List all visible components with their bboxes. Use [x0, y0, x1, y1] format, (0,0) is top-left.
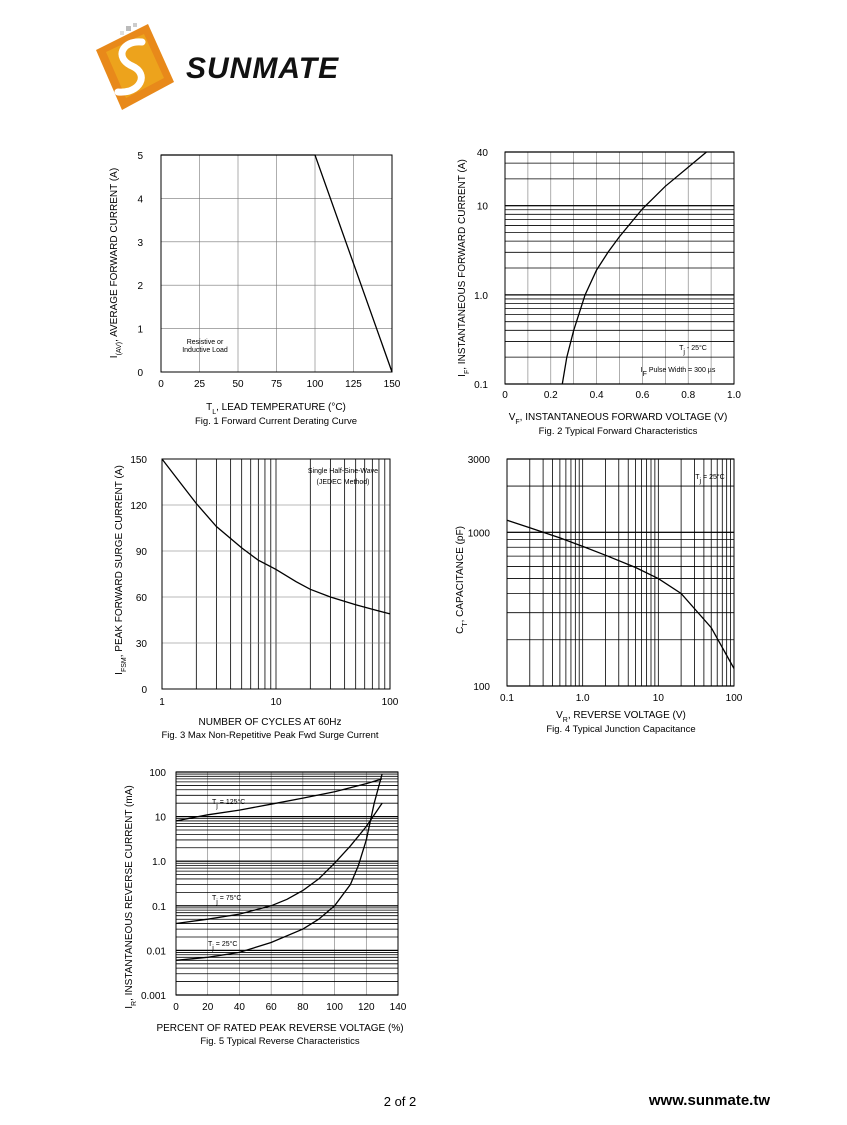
- y-tick-label: 0.001: [140, 991, 166, 1002]
- plot-frame: [176, 772, 398, 995]
- x-tick-label: 125: [345, 379, 362, 390]
- x-tick-label: 40: [233, 1002, 245, 1013]
- chart-annotation: Single Half-Sine-Wave: [307, 468, 379, 475]
- x-tick-label: 150: [383, 379, 401, 390]
- y-tick-label: 100: [149, 768, 166, 779]
- chart-annotation: $T_j - 25^\circ C$: [679, 345, 707, 356]
- x-tick-label: 0: [158, 379, 164, 390]
- chart-annotation: $T_j = 75^\circ C$: [212, 895, 242, 906]
- y-axis-label: $I_{FSM}$, PEAK FORWARD SURGE CURRENT (A): [114, 465, 128, 675]
- y-tick-label: 0: [141, 685, 147, 696]
- x-tick-label: 80: [297, 1002, 309, 1013]
- x-axis-label: NUMBER OF CYCLES AT 60Hz: [198, 717, 342, 728]
- y-tick-label: 30: [135, 639, 147, 650]
- logo-wordmark: SUNMATE: [186, 52, 340, 85]
- y-axis-label: $C_T$, CAPACITANCE (pF): [455, 526, 469, 634]
- y-tick-label: 0: [137, 368, 143, 379]
- y-tick-label: 5: [137, 151, 143, 162]
- x-tick-label: 0.8: [681, 390, 696, 401]
- y-tick-label: 1: [137, 324, 143, 336]
- series-line: [176, 774, 382, 960]
- x-tick-label: 0.4: [589, 390, 604, 401]
- y-tick-label: 0.01: [146, 946, 166, 958]
- y-axis-label: $I_R$, INSTANTANEOUS REVERSE CURRENT (mA): [124, 785, 138, 1009]
- y-tick-label: 120: [130, 501, 147, 512]
- x-tick-label: 1.0: [727, 390, 741, 401]
- figure-caption: Fig. 2 Typical Forward Characteristics: [538, 426, 698, 437]
- y-tick-label: 1000: [467, 528, 490, 540]
- chart-fig2: [457, 148, 741, 437]
- y-tick-label: 40: [476, 148, 488, 159]
- y-tick-label: 100: [473, 682, 490, 693]
- y-tick-label: 2: [137, 281, 143, 293]
- x-tick-label: 50: [232, 379, 244, 390]
- y-tick-label: 1.0: [474, 290, 488, 302]
- y-tick-label: 0.1: [152, 901, 166, 913]
- x-tick-label: 100: [306, 379, 324, 390]
- website-url[interactable]: www.sunmate.tw: [648, 1092, 770, 1109]
- y-tick-label: 1.0: [152, 857, 166, 869]
- x-tick-label: 100: [381, 697, 399, 708]
- y-tick-label: 90: [135, 547, 147, 558]
- x-tick-label: 0: [173, 1002, 179, 1013]
- x-tick-label: 100: [326, 1002, 343, 1013]
- chart-annotation: (JEDEC Method): [316, 479, 370, 486]
- x-tick-label: 1.0: [575, 693, 590, 704]
- figure-caption: Fig. 3 Max Non-Repetitive Peak Fwd Surge Current: [161, 730, 379, 741]
- chart-annotation: $I_F$ Pulse Width = 300 µs: [640, 367, 716, 378]
- figure-caption: Fig. 5 Typical Reverse Characteristics: [200, 1036, 360, 1047]
- x-tick-label: 0.2: [543, 390, 558, 401]
- x-tick-label: 75: [270, 379, 283, 390]
- x-axis-label: $T_L$, LEAD TEMPERATURE (°C): [206, 402, 346, 416]
- series-line: [507, 520, 734, 668]
- y-axis-label: $I_F$, INSTANTANEOUS FORWARD CURRENT (A): [457, 159, 471, 377]
- chart-annotation: Resistive or: [186, 339, 224, 346]
- x-tick-label: 0.1: [500, 693, 514, 704]
- y-tick-label: 10: [476, 201, 488, 213]
- y-tick-label: 3: [137, 237, 143, 249]
- figure-caption: Fig. 4 Typical Junction Capacitance: [546, 724, 696, 735]
- chart-fig3: [114, 455, 399, 741]
- page-number: 2 of 2: [383, 1094, 417, 1109]
- x-tick-label: 0.6: [635, 390, 650, 401]
- y-tick-label: 4: [137, 194, 143, 206]
- x-tick-label: 10: [652, 693, 664, 704]
- chart-annotation: $T_j = 25^\circ C$: [695, 474, 725, 485]
- chart-annotation: $T_j = 25^\circ C$: [208, 941, 238, 952]
- x-tick-label: 10: [270, 697, 282, 708]
- y-axis-label: $I_{(AV)}$, AVERAGE FORWARD CURRENT (A): [109, 167, 123, 359]
- chart-fig1: [109, 151, 401, 427]
- x-axis-label: PERCENT OF RATED PEAK REVERSE VOLTAGE (%): [156, 1023, 404, 1034]
- y-tick-label: 10: [154, 812, 166, 824]
- y-tick-label: 0.1: [474, 380, 488, 391]
- x-tick-label: 1: [159, 697, 165, 708]
- x-axis-label: $V_F$, INSTANTANEOUS FORWARD VOLTAGE (V): [508, 412, 728, 426]
- chart-fig5: [124, 768, 407, 1047]
- x-tick-label: 0: [502, 390, 508, 401]
- plot-frame: [507, 459, 734, 686]
- y-tick-label: 60: [135, 593, 147, 604]
- x-tick-label: 100: [725, 693, 743, 704]
- x-tick-label: 140: [389, 1002, 407, 1013]
- x-tick-label: 20: [202, 1002, 214, 1013]
- x-tick-label: 120: [357, 1002, 375, 1013]
- x-axis-label: $V_R$, REVERSE VOLTAGE (V): [556, 710, 686, 724]
- x-tick-label: 25: [193, 379, 206, 390]
- chart-annotation: Inductive Load: [182, 347, 228, 354]
- y-tick-label: 3000: [467, 455, 490, 466]
- figure-caption: Fig. 1 Forward Current Derating Curve: [194, 416, 358, 427]
- chart-annotation: $T_j = 125^\circ C$: [212, 799, 246, 810]
- x-tick-label: 60: [265, 1002, 277, 1013]
- y-tick-label: 150: [130, 455, 147, 466]
- chart-fig4: [455, 455, 743, 735]
